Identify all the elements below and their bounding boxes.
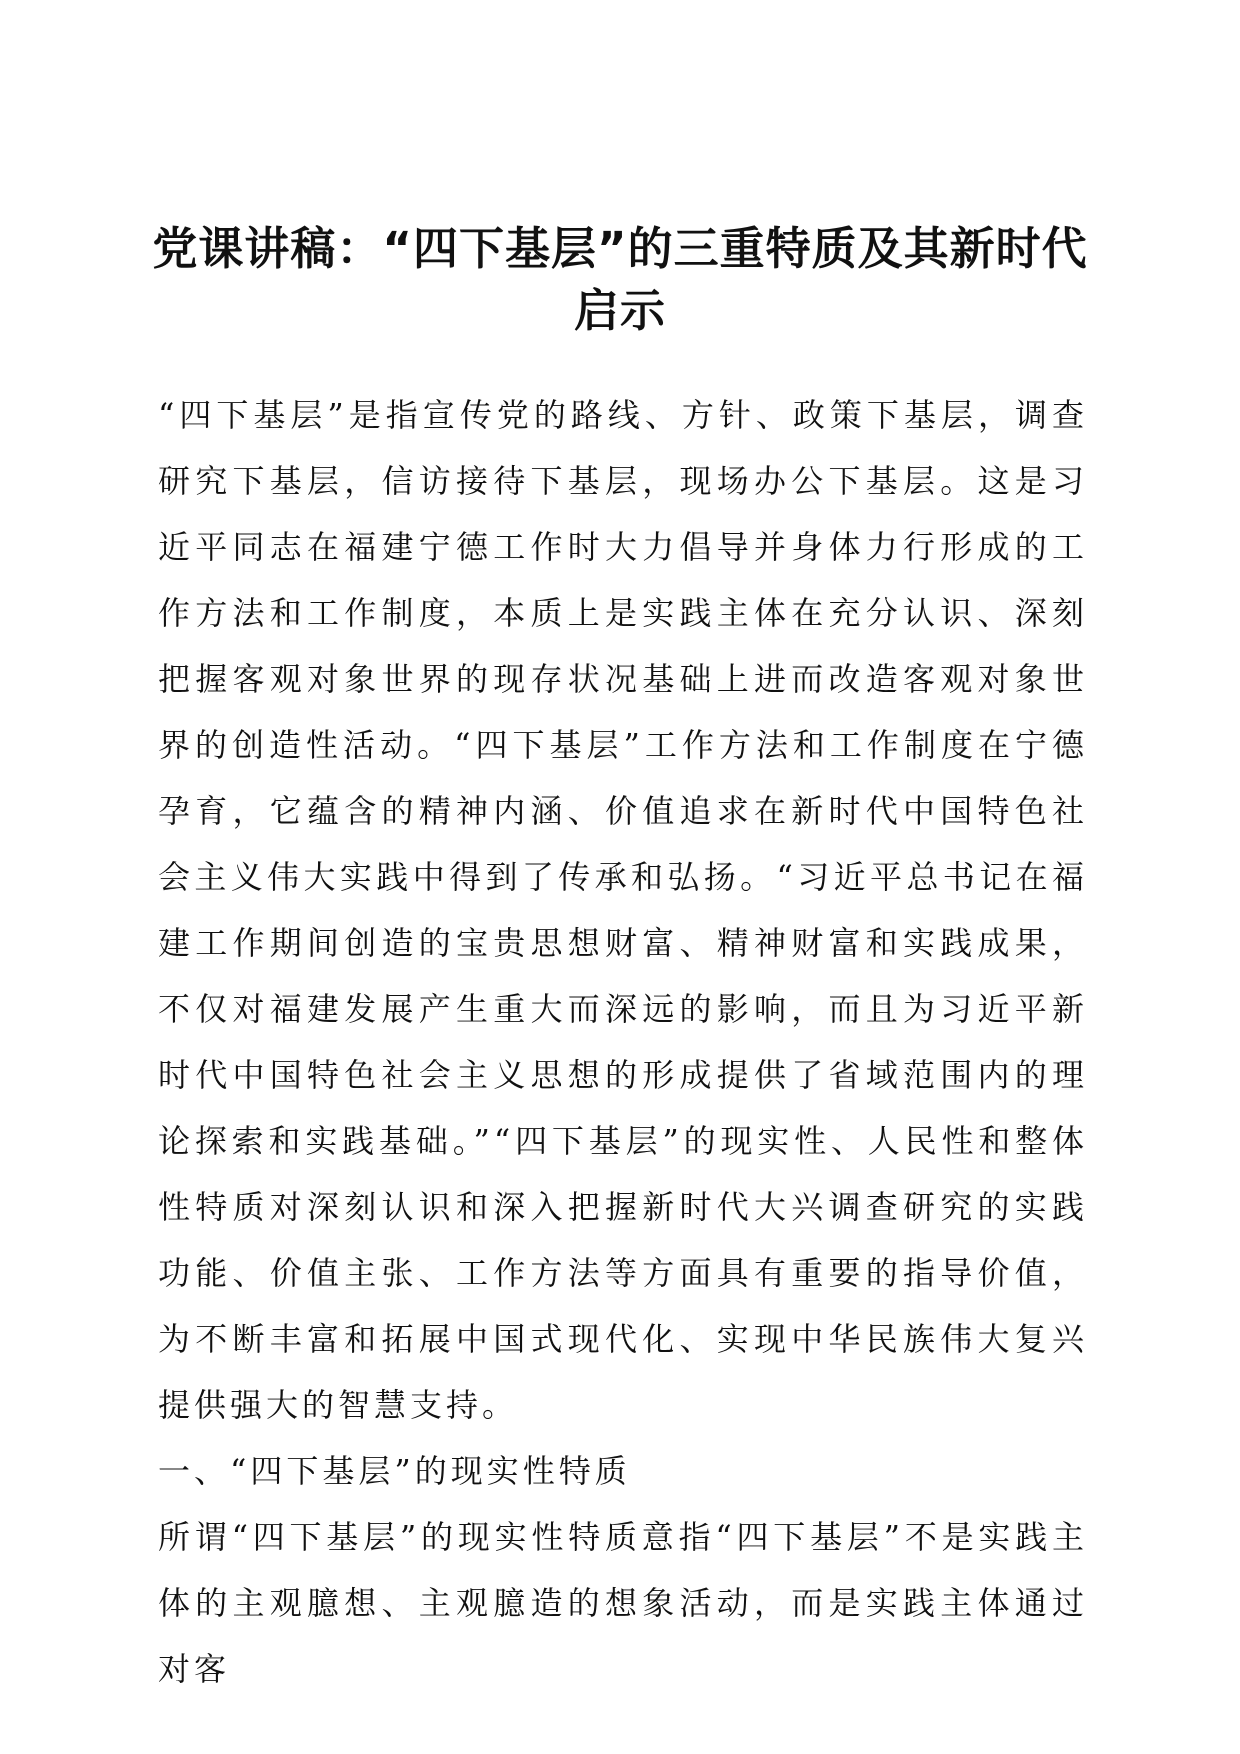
intro-paragraph: “四下基层”是指宣传党的路线、方针、政策下基层，调查研究下基层，信访接待下基层，现场办公下基层。这是习近平同志在福建宁德工作时大力倡导并身体力行形成的工作方法和工作制度，本质上是实践主体在充分认识、深刻把握客观对象世界的现存状况基础上进而改造客观对象世界的创造性活动。“四下基层”工作方法和工作制度在宁德孕育，它蕴含的精神内涵、价值追求在新时代中国特色社会主义伟大实践中得到了传承和弘扬。“习近平总书记在福建工作期间创造的宝贵思想财富、精神财富和实践成果，不仅对福建发展产生重大而深远的影响，而且为习近平新时代中国特色社会主义思想的形成提供了省域范围内的理论探索和实践基础。”“四下基层”的现实性、人民性和整体性特质对深刻认识和深入把握新时代大兴调查研究的实践功能、价值主张、工作方法等方面具有重要的指导价值，为不断丰富和拓展中国式现代化、实现中华民族伟大复兴提供强大的智慧支持。 [158, 396, 1088, 1424]
document-title: 党课讲稿：“四下基层”的三重特质及其新时代启示 [152, 222, 1088, 337]
section-heading: 一、“四下基层”的现实性特质 [158, 1452, 631, 1490]
document-body [158, 382, 1088, 1702]
section-paragraph: 所谓“四下基层”的现实性特质意指“四下基层”不是实践主体的主观臆想、主观臆造的想象活动，而是实践主体通过对客 [158, 1518, 1088, 1688]
